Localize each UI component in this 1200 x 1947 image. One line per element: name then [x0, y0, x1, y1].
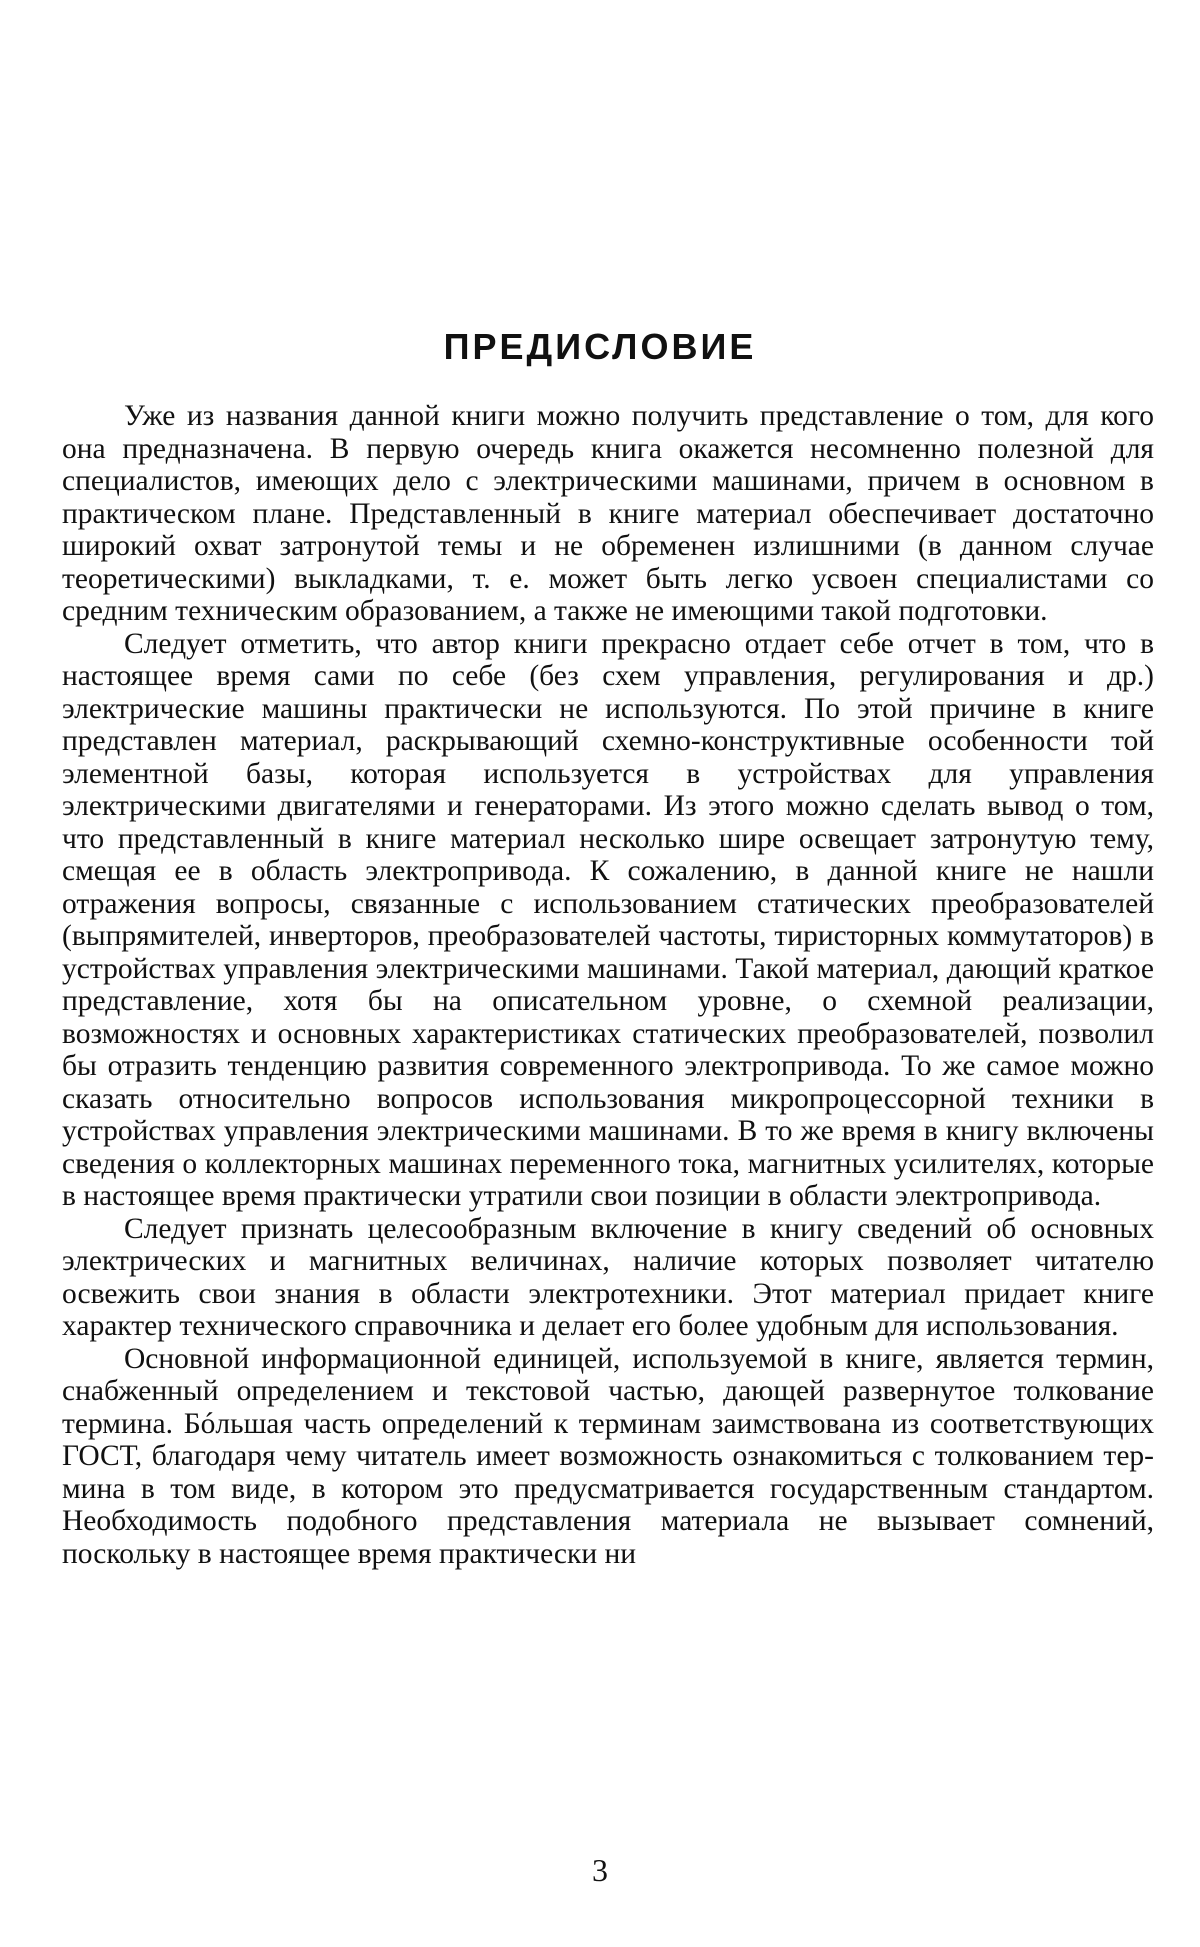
paragraph-3: Следует признать целесообразным включение в книгу сведений об основных электрических и магнитных величинах, наличие которых позволяет читателю освежить свои знания в области электротехники. Этот материал придает книге характер технического справочника и делает его более удобным для использования.: [62, 1212, 1154, 1342]
page-title: ПРЕДИСЛОВИЕ: [443, 326, 757, 367]
paragraph-2: Следует отметить, что автор книги прекрасно отдает себе отчет в том, что в настоящее время сами по себе (без схем управления, регулирования и др.) электрические машины практически не используются. По этой причине в книге представлен материал, раскрывающий схемно-конструктивные особенности той элементной базы, которая используется в устройствах для управления электрическими двигателями и генераторами. Из этого можно сделать вывод о том, что представленный в книге материал несколько шире освещает затронутую тему, смещая ее в область электропривода. К сожалению, в данной книге не нашли отражения вопросы, связанные с использованием статических преобразователей (выпрямителей, инверторов, преобразователей частоты, тиристорных коммутаторов) в устройствах управления электрическими машинами. Такой материал, дающий краткое представление, хотя бы на описательном уровне, о схемной реализации, возможностях и основных характеристиках статических преобразователей, позволил бы отразить тенденцию развития современного электропривода. То же самое можно сказать относительно вопросов использования микропроцессорной техники в устройствах управления электрическими машинами. В то же время в книгу включены сведения о коллекторных машинах переменного тока, магнитных усилителях, которые в настоящее время практически утратили свои позиции в области электропривода.: [62, 627, 1154, 1212]
page-number: 3: [592, 1852, 608, 1888]
body-text: [62, 400, 1154, 1570]
paragraph-1: Уже из названия данной книги можно получить представление о том, для кого она предназначена. В первую очередь книга окажется несомненно полезной для специалистов, имеющих дело с электрическими машинами, причем в основном в практическом плане. Представленный в книге материал обеспечивает достаточно широкий охват затронутой темы и не обременен излишними (в данном случае теоретическими) выкладками, т. е. может быть легко усвоен специалистами со средним техническим образованием, а также не имеющими такой подготовки.: [62, 400, 1154, 627]
paragraph-4: Основной информационной единицей, используемой в книге, является термин, снабженный определением и текстовой частью, дающей развернутое толкование термина. Бóльшая часть определений к терминам заимствована из соответствующих ГОСТ, благодаря чему читатель имеет возможность ознакомиться с толкованием термина в том виде, в котором это предусматривается государственным стандартом. Необходимость подобного представления материала не вызывает сомнений, поскольку в настоящее время практически ни: [62, 1342, 1154, 1570]
